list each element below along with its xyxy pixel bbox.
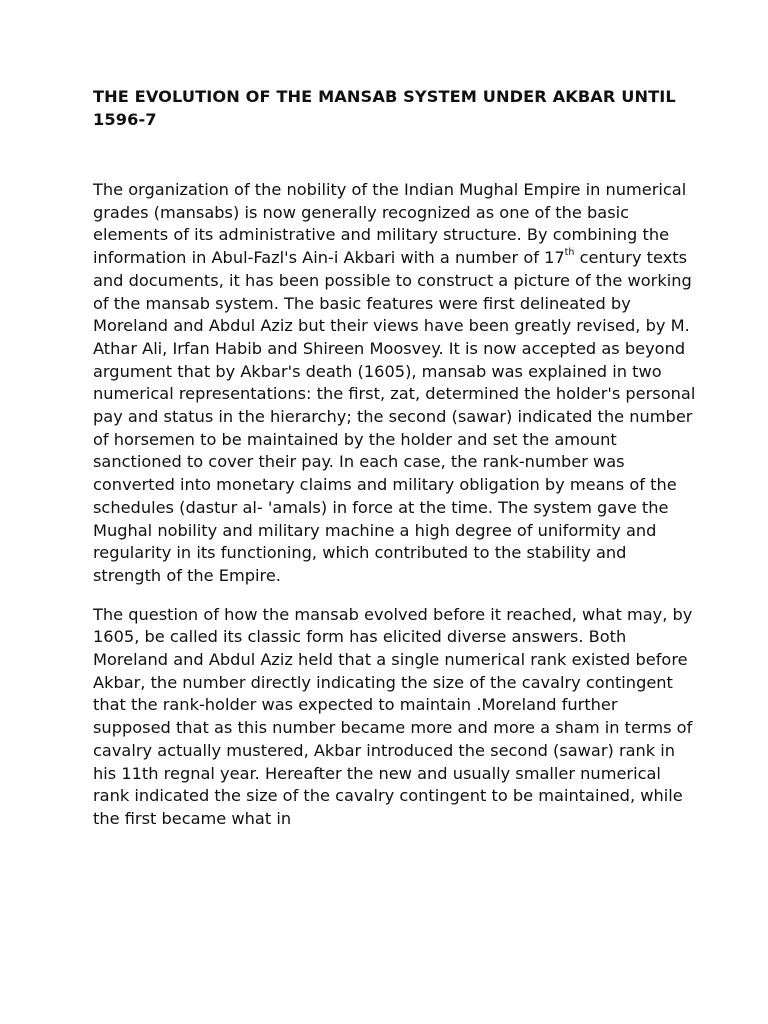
paragraph-1-text-end: century texts and documents, it has been possible to construct a picture of the working of the mansab system. The basic features were first delineated by Moreland and Abdul Aziz but their views have been greatly revised, by M. Athar Ali, Irfan Habib and Shireen Moosvey. It is now accepted as beyond argument that by Akbar's death (1605), mansab was explained in two numerical representations: the first, zat, determined the holder's personal pay and status in the hierarchy; the second (sawar) indicated the number of horsemen to be maintained by the holder and set the amount sanctioned to cover their pay. In each case, the rank-number was converted into monetary claims and military obligation by means of the schedules (dastur al- 'amals) in force at the time. The system gave the Mughal nobility and military machine a high degree of uniformity and regularity in its functioning, which contributed to the stability and strength of the Empire. [93,248,696,585]
paragraph-1-text-start: The organization of the nobility of the Indian Mughal Empire in numerical grades (mansabs) is now generally recognized as one of the basic elements of its administrative and military structure. By combining the information in Abul-Fazl's Ain-i Akbari with a number of 17 [93,180,687,268]
paragraph-2: The question of how the mansab evolved before it reached, what may, by 1605, be called its classic form has elicited diverse answers. Both Moreland and Abdul Aziz held that a single numerical rank existed before Akbar, the number directly indicating the size of the cavalry contingent that the rank-holder was expected to maintain .Moreland further supposed that as this number became more and more a sham in terms of cavalry actually mustered, Akbar introduced the second (sawar) rank in his 11th regnal year. Hereafter the new and usually smaller numerical rank indicated the size of the cavalry contingent to be maintained, while the first became what in [93,604,693,828]
paragraph-1 [93,179,696,588]
ordinal-superscript: th [564,246,575,258]
document-title: THE EVOLUTION OF THE MANSAB SYSTEM UNDER AKBAR UNTIL 1596-7 [93,87,676,129]
